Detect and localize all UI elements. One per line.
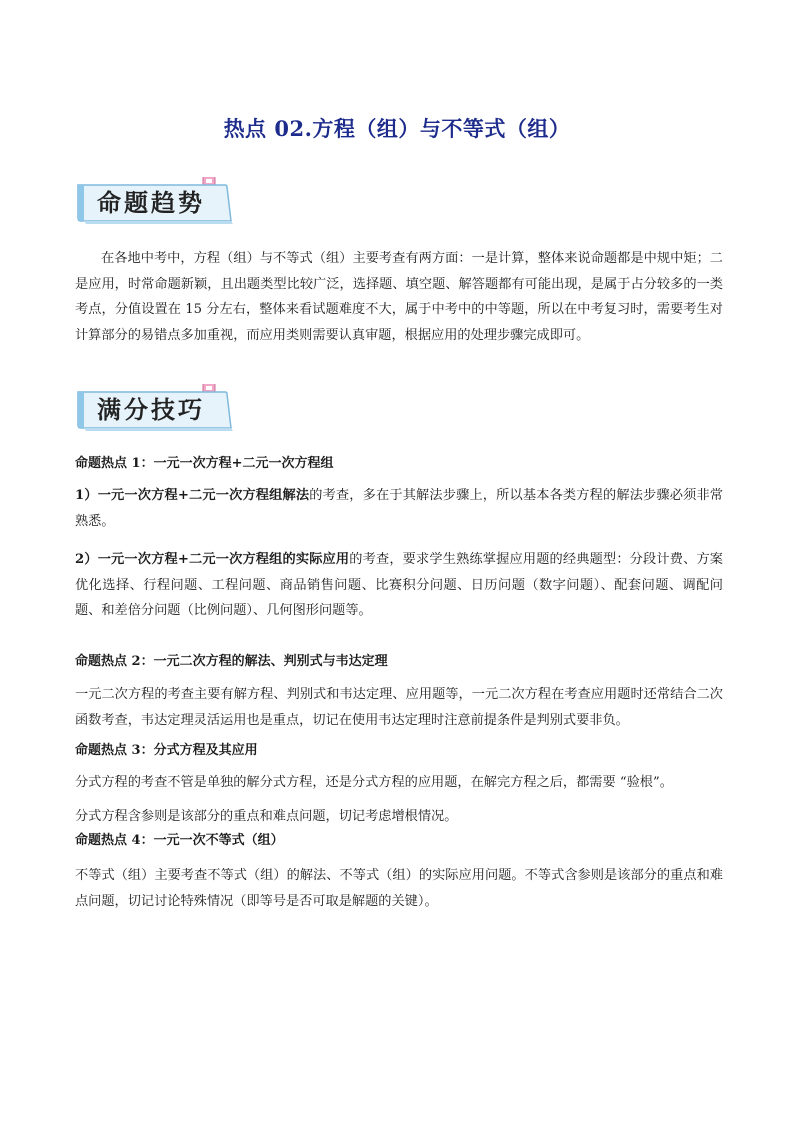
- hot1-heading: 命题热点 1：一元一次方程+二元一次方程组: [75, 456, 334, 471]
- hot3-text2: 分式方程含参则是该部分的重点和难点问题，切记考虑增根情况。: [75, 809, 458, 824]
- page-title: 热点 02.方程（组）与不等式（组）: [223, 116, 571, 141]
- hot2-heading: 命题热点 2：一元二次方程的解法、判别式与韦达定理: [75, 654, 388, 669]
- hot1-item1-bold: 1）一元一次方程+二元一次方程组解法: [75, 488, 310, 503]
- hot1-item1-text: 的考查，多在于其解法步骤上，所以基本各类方程的解法步骤必须非常熟悉。: [75, 488, 723, 529]
- banner-proposition-trend: [75, 177, 237, 225]
- intro-paragraph: 在各地中考中，方程（组）与不等式（组）主要考查有两方面：一是计算，整体来说命题都是中规中矩；二是应用，时常命题新颖，且出题类型比较广泛，选择题、填空题、解答题都有可能出现，是属于占分较多的一类考点，分值设置在 15 分左右，整体来看试题难度不大，属于中考中的中等题，所以在中考复习时，需要考生对计算部分的易错点多加重视，而应用类则需要认真审题，根据应用的处理步骤完成即可。: [75, 251, 723, 343]
- hot1-item2-text: 的考查，要求学生熟练掌握应用题的经典题型：分段计费、方案优化选择、行程问题、工程问题、商品销售问题、比赛积分问题、日历问题（数字问题）、配套问题、调配问题、和差倍分问题（比例问题）、几何图形问题等。: [75, 552, 723, 619]
- hot2-text: 一元二次方程的考查主要有解方程、判别式和韦达定理、应用题等，一元二次方程在考查应用题时还常结合二次函数考查，韦达定理灵活运用也是重点，切记在使用韦达定理时注意前提条件是判别式要非负。: [75, 687, 723, 728]
- banner-label: 满分技巧: [97, 395, 205, 424]
- hot4-heading: 命题热点 4：一元一次不等式（组）: [75, 833, 284, 848]
- banner-full-score-skills: [75, 384, 237, 432]
- hot4-text: 不等式（组）主要考查不等式（组）的解法、不等式（组）的实际应用问题。不等式含参则是该部分的重点和难点问题，切记讨论特殊情况（即等号是否可取是解题的关键）。: [75, 868, 723, 909]
- hot3-heading: 命题热点 3：分式方程及其应用: [75, 743, 258, 758]
- hot1-item1: [75, 483, 723, 534]
- hot1-item2: [75, 547, 723, 624]
- banner-label: 命题趋势: [97, 188, 205, 217]
- hot1-item2-bold: 2）一元一次方程+二元一次方程组的实际应用: [75, 552, 350, 567]
- hot3-text1: 分式方程的考查不管是单独的解分式方程，还是分式方程的应用题，在解完方程之后，都需要 “验根”。: [75, 775, 673, 790]
